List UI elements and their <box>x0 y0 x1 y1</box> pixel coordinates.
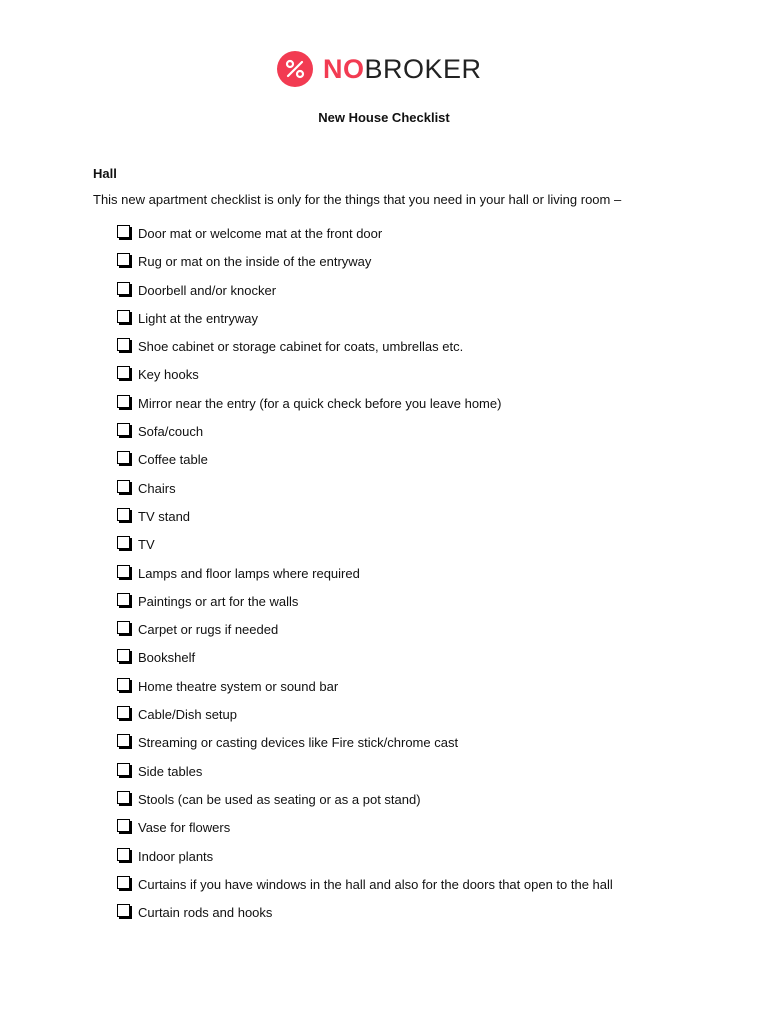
checklist-item <box>117 735 613 763</box>
checkbox-icon <box>117 649 132 665</box>
checkbox-icon <box>117 593 132 609</box>
checkbox-icon <box>117 621 132 637</box>
intro-paragraph: This new apartment checklist is only for the things that you need in your hall or living room – <box>93 192 622 207</box>
checklist-item <box>117 396 613 424</box>
checklist-item-label: Paintings or art for the walls <box>138 593 299 609</box>
checklist-item-label: Shoe cabinet or storage cabinet for coats, umbrellas etc. <box>138 339 464 355</box>
checklist-item-label: Stools (can be used as seating or as a pot stand) <box>138 791 421 807</box>
checkbox-icon <box>117 819 132 835</box>
checklist <box>117 226 613 933</box>
logo-wordmark-broker: BROKER <box>364 53 482 84</box>
checklist-item-label: Curtains if you have windows in the hall and also for the doors that open to the hall <box>138 876 613 892</box>
checklist-item <box>117 877 613 905</box>
checklist-item <box>117 283 613 311</box>
checklist-item-label: Chairs <box>138 480 176 496</box>
checklist-item-label: Door mat or welcome mat at the front door <box>138 226 383 241</box>
checklist-item <box>117 452 613 480</box>
checklist-item-label: Indoor plants <box>138 848 214 864</box>
checklist-item <box>117 537 613 565</box>
checklist-item-label: Mirror near the entry (for a quick check before you leave home) <box>138 395 502 411</box>
checkbox-icon <box>117 734 132 750</box>
nobroker-logo <box>277 50 482 88</box>
checklist-item-label: Cable/Dish setup <box>138 707 237 723</box>
logo-wordmark-no: NO <box>323 53 365 84</box>
checklist-item <box>117 254 613 282</box>
checklist-item-label: Key hooks <box>138 367 199 383</box>
checklist-item <box>117 311 613 339</box>
checkbox-icon <box>117 253 132 269</box>
checkbox-icon <box>117 423 132 439</box>
checklist-item <box>117 905 613 933</box>
checkbox-icon <box>117 225 132 241</box>
checkbox-icon <box>117 338 132 354</box>
checkbox-icon <box>117 536 132 552</box>
checklist-item <box>117 566 613 594</box>
checkbox-icon <box>117 565 132 581</box>
checkbox-icon <box>117 451 132 467</box>
checkbox-icon <box>117 508 132 524</box>
checklist-item-label: Vase for flowers <box>138 820 231 836</box>
checkbox-icon <box>117 282 132 298</box>
checklist-item-label: Home theatre system or sound bar <box>138 678 339 694</box>
checkbox-icon <box>117 480 132 496</box>
checklist-item-label: Light at the entryway <box>138 310 258 326</box>
checklist-item <box>117 622 613 650</box>
checkbox-icon <box>117 366 132 382</box>
document-title: New House Checklist <box>318 110 450 125</box>
checklist-item-label: Sofa/couch <box>138 424 204 440</box>
checklist-item <box>117 650 613 678</box>
checklist-item-label: Curtain rods and hooks <box>138 905 273 921</box>
checklist-item <box>117 509 613 537</box>
checkbox-icon <box>117 848 132 864</box>
checklist-item-label: Coffee table <box>138 452 208 468</box>
checklist-item <box>117 679 613 707</box>
checklist-item-label: Doorbell and/or knocker <box>138 282 277 298</box>
section-heading: Hall <box>93 166 117 181</box>
checkbox-icon <box>117 310 132 326</box>
checkbox-icon <box>117 904 132 920</box>
logo-wordmark <box>323 53 482 84</box>
checklist-item-label: Lamps and floor lamps where required <box>138 565 360 581</box>
checkbox-icon <box>117 876 132 892</box>
checklist-item <box>117 339 613 367</box>
checkbox-icon <box>117 791 132 807</box>
checklist-item <box>117 820 613 848</box>
checklist-item-label: TV stand <box>138 508 191 524</box>
checklist-item <box>117 367 613 395</box>
checklist-item-label: Bookshelf <box>138 650 196 666</box>
checklist-item <box>117 764 613 792</box>
checkbox-icon <box>117 706 132 722</box>
checklist-item <box>117 792 613 820</box>
checklist-item-label: Carpet or rugs if needed <box>138 622 279 638</box>
percent-cross-icon <box>277 51 313 87</box>
checkbox-icon <box>117 678 132 694</box>
checklist-item <box>117 424 613 452</box>
checklist-item-label: TV <box>138 537 155 553</box>
checkbox-icon <box>117 763 132 779</box>
checklist-item <box>117 226 613 254</box>
checklist-item-label: Side tables <box>138 763 203 779</box>
checklist-item-label: Rug or mat on the inside of the entryway <box>138 254 372 270</box>
checklist-item <box>117 707 613 735</box>
checklist-item-label: Streaming or casting devices like Fire stick/chrome cast <box>138 735 459 751</box>
checklist-item <box>117 481 613 509</box>
checklist-item <box>117 849 613 877</box>
checklist-item <box>117 594 613 622</box>
checkbox-icon <box>117 395 132 411</box>
